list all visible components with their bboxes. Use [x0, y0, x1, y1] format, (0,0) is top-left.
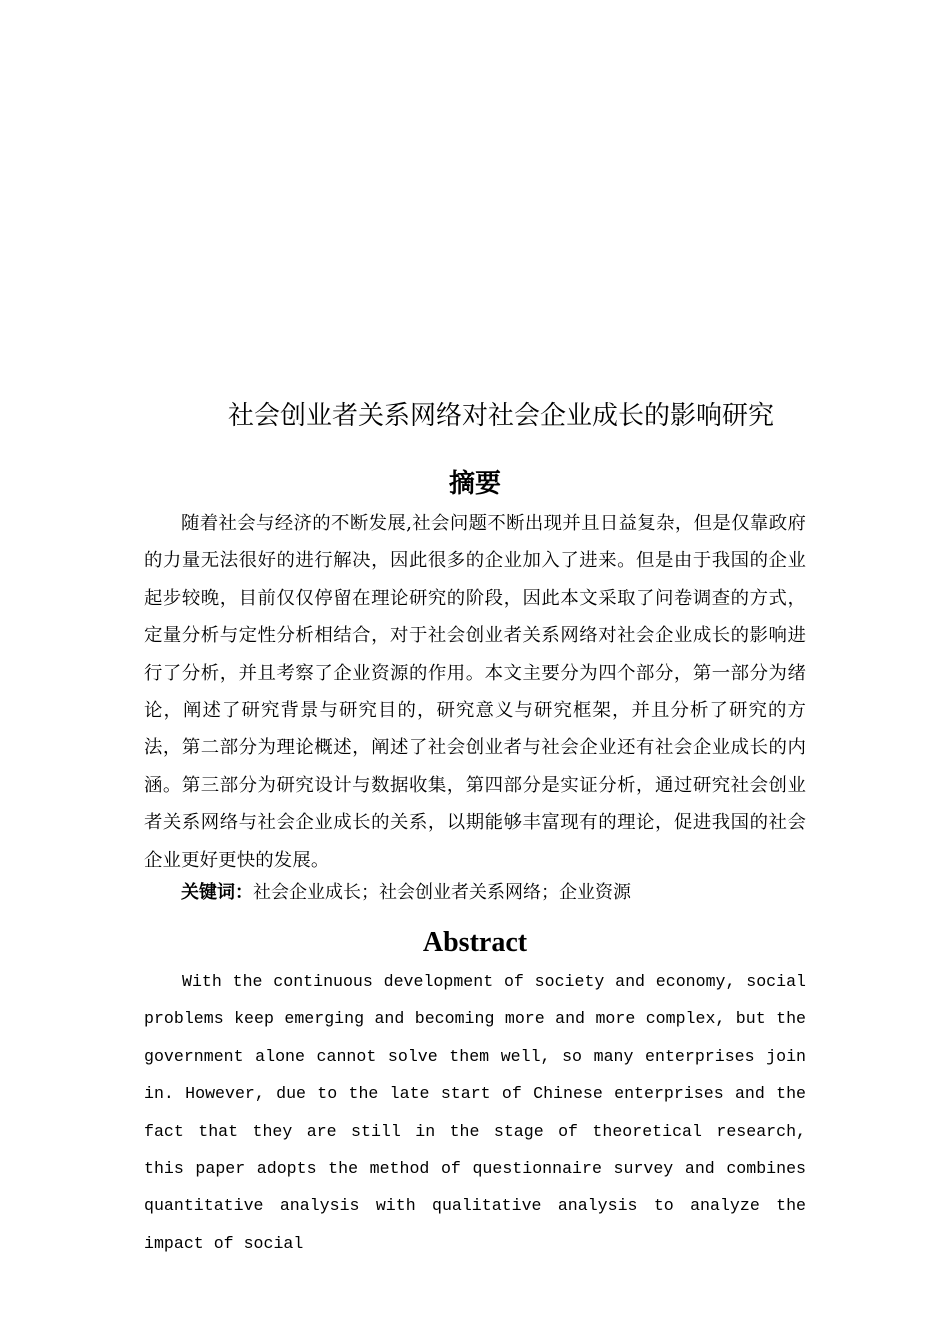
abstract-heading-en: Abstract: [422, 927, 528, 958]
keywords-text: 社会企业成长；社会创业者关系网络；企业资源: [253, 882, 631, 903]
abstract-body-cn: 随着社会与经济的不断发展,社会问题不断出现并且日益复杂，但是仅靠政府的力量无法很好的进行解决，因此很多的企业加入了进来。但是由于我国的企业起步较晚，目前仅仅停留在理论研究的阶段，因此本文采取了问卷调查的方式，定量分析与定性分析相结合，对于社会创业者关系网络对社会企业成长的影响进行了分析，并且考察了企业资源的作用。本文主要分为四个部分，第一部分为绪论，阐述了研究背景与研究目的，研究意义与研究框架，并且分析了研究的方法，第二部分为理论概述，阐述了社会创业者与社会企业还有社会企业成长的内涵。第三部分为研究设计与数据收集，第四部分是实证分析，通过研究社会创业者关系网络与社会企业成长的关系，以期能够丰富现有的理论，促进我国的社会企业更好更快的发展。: [144, 513, 806, 871]
abstract-body-en: With the continuous development of society and economy, social problems keep emerging and becoming more and more complex, but the government alone cannot solve them well, so many enterprises join in. However, due to the late start of Chinese enterprises and the fact that they are still in the stage of theoretical research, this paper adopts the method of questionnaire survey and combines quantitative analysis with qualitative analysis to analyze the impact of social: [144, 972, 806, 1253]
abstract-heading-cn: 摘要: [448, 469, 501, 499]
keywords-label: 关键词：: [181, 882, 253, 903]
keywords-line: [181, 876, 631, 910]
paper-title: 社会创业者关系网络对社会企业成长的影响研究: [227, 401, 774, 431]
